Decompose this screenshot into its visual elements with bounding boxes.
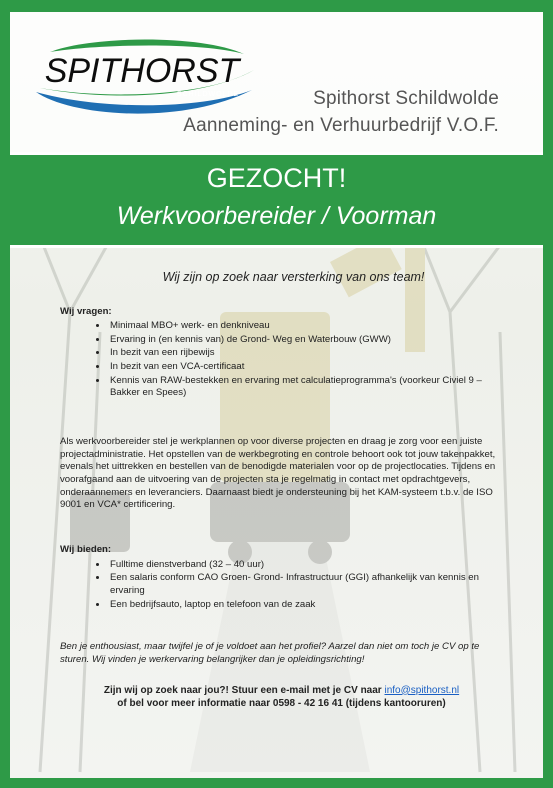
contact-line-1: Zijn wij op zoek naar jou?! Stuur een e-mail met je CV naar: [103, 684, 385, 696]
job-description: Als werkvoorbereider stel je werkplannen op voor diverse projecten en draag je zorg voor een juiste projectadministratie. Het opstellen van de werkbegroting en controle behoort ook tot jouw takenpakket, evenals het uittrekken en bestellen van de benodigde materialen voor op de projectlocaties. Tijdens en voorafgaand aan de uitvoering van de projecten sta je regelmatig in contact met opdrachtgevers, onderaannemers en leveranciers. Daarnaast biedt je ondersteuning bij het KAM-systeem t.b.v. de ISO 9001 en VCA* certificering.: [60, 436, 496, 511]
company-logo: [30, 30, 258, 122]
banner-job-title: Werkvoorbereider / Voorman: [116, 202, 437, 230]
banner-title: GEZOCHT!: [206, 163, 347, 193]
header: [10, 12, 543, 152]
list-item: • Een bedrijfsauto, laptop en telefoon van de zaak: [108, 599, 503, 612]
offer-title: Wij bieden:: [60, 544, 112, 556]
offer-list: [60, 559, 503, 612]
vacancy-banner: [10, 152, 543, 248]
flyer-body: [10, 269, 543, 710]
requirements-title: Wij vragen:: [60, 305, 112, 317]
email-link[interactable]: info@spithorst.nl: [384, 684, 460, 696]
company-subtitle: Aanneming- en Verhuurbedrijf V.O.F.: [183, 115, 499, 136]
requirements-list: [60, 320, 503, 400]
company-name: Spithorst Schildwolde: [313, 88, 499, 109]
list-item: • In bezit van een rijbewijs: [108, 347, 503, 360]
svg-text:SPITHORST: SPITHORST: [44, 52, 240, 90]
list-item: • In bezit van een VCA-certificaat: [108, 361, 503, 374]
list-item: • Minimaal MBO+ werk- en denkniveau: [108, 320, 503, 333]
closing-text: Ben je enthousiast, maar twijfel je of je voldoet aan het profiel? Aarzel dan niet om toch je CV op te sturen. Wij vinden je werkervaring belangrijker dan je opleidingsrichting!: [60, 641, 480, 665]
tagline: Wij zijn op zoek naar versterking van ons team!: [162, 270, 425, 284]
list-item: • Ervaring in (en kennis van) de Grond- Weg en Waterbouw (GWW): [108, 334, 503, 347]
contact-line-2: of bel voor meer informatie naar 0598 - 42 16 41 (tijdens kantooruren): [117, 697, 446, 709]
list-item: • Kennis van RAW-bestekken en ervaring met calculatieprogramma's (voorkeur Civiel 9 – Bakker en Spees): [108, 375, 503, 400]
svg-text:SCHILDWOLDE: SCHILDWOLDE: [176, 91, 240, 98]
contact-info: [60, 684, 503, 710]
list-item: • Een salaris conform CAO Groen- Grond- Infrastructuur (GGI) afhankelijk van kennis en ervaring: [108, 572, 503, 597]
list-item: • Fulltime dienstverband (32 – 40 uur): [108, 559, 503, 572]
